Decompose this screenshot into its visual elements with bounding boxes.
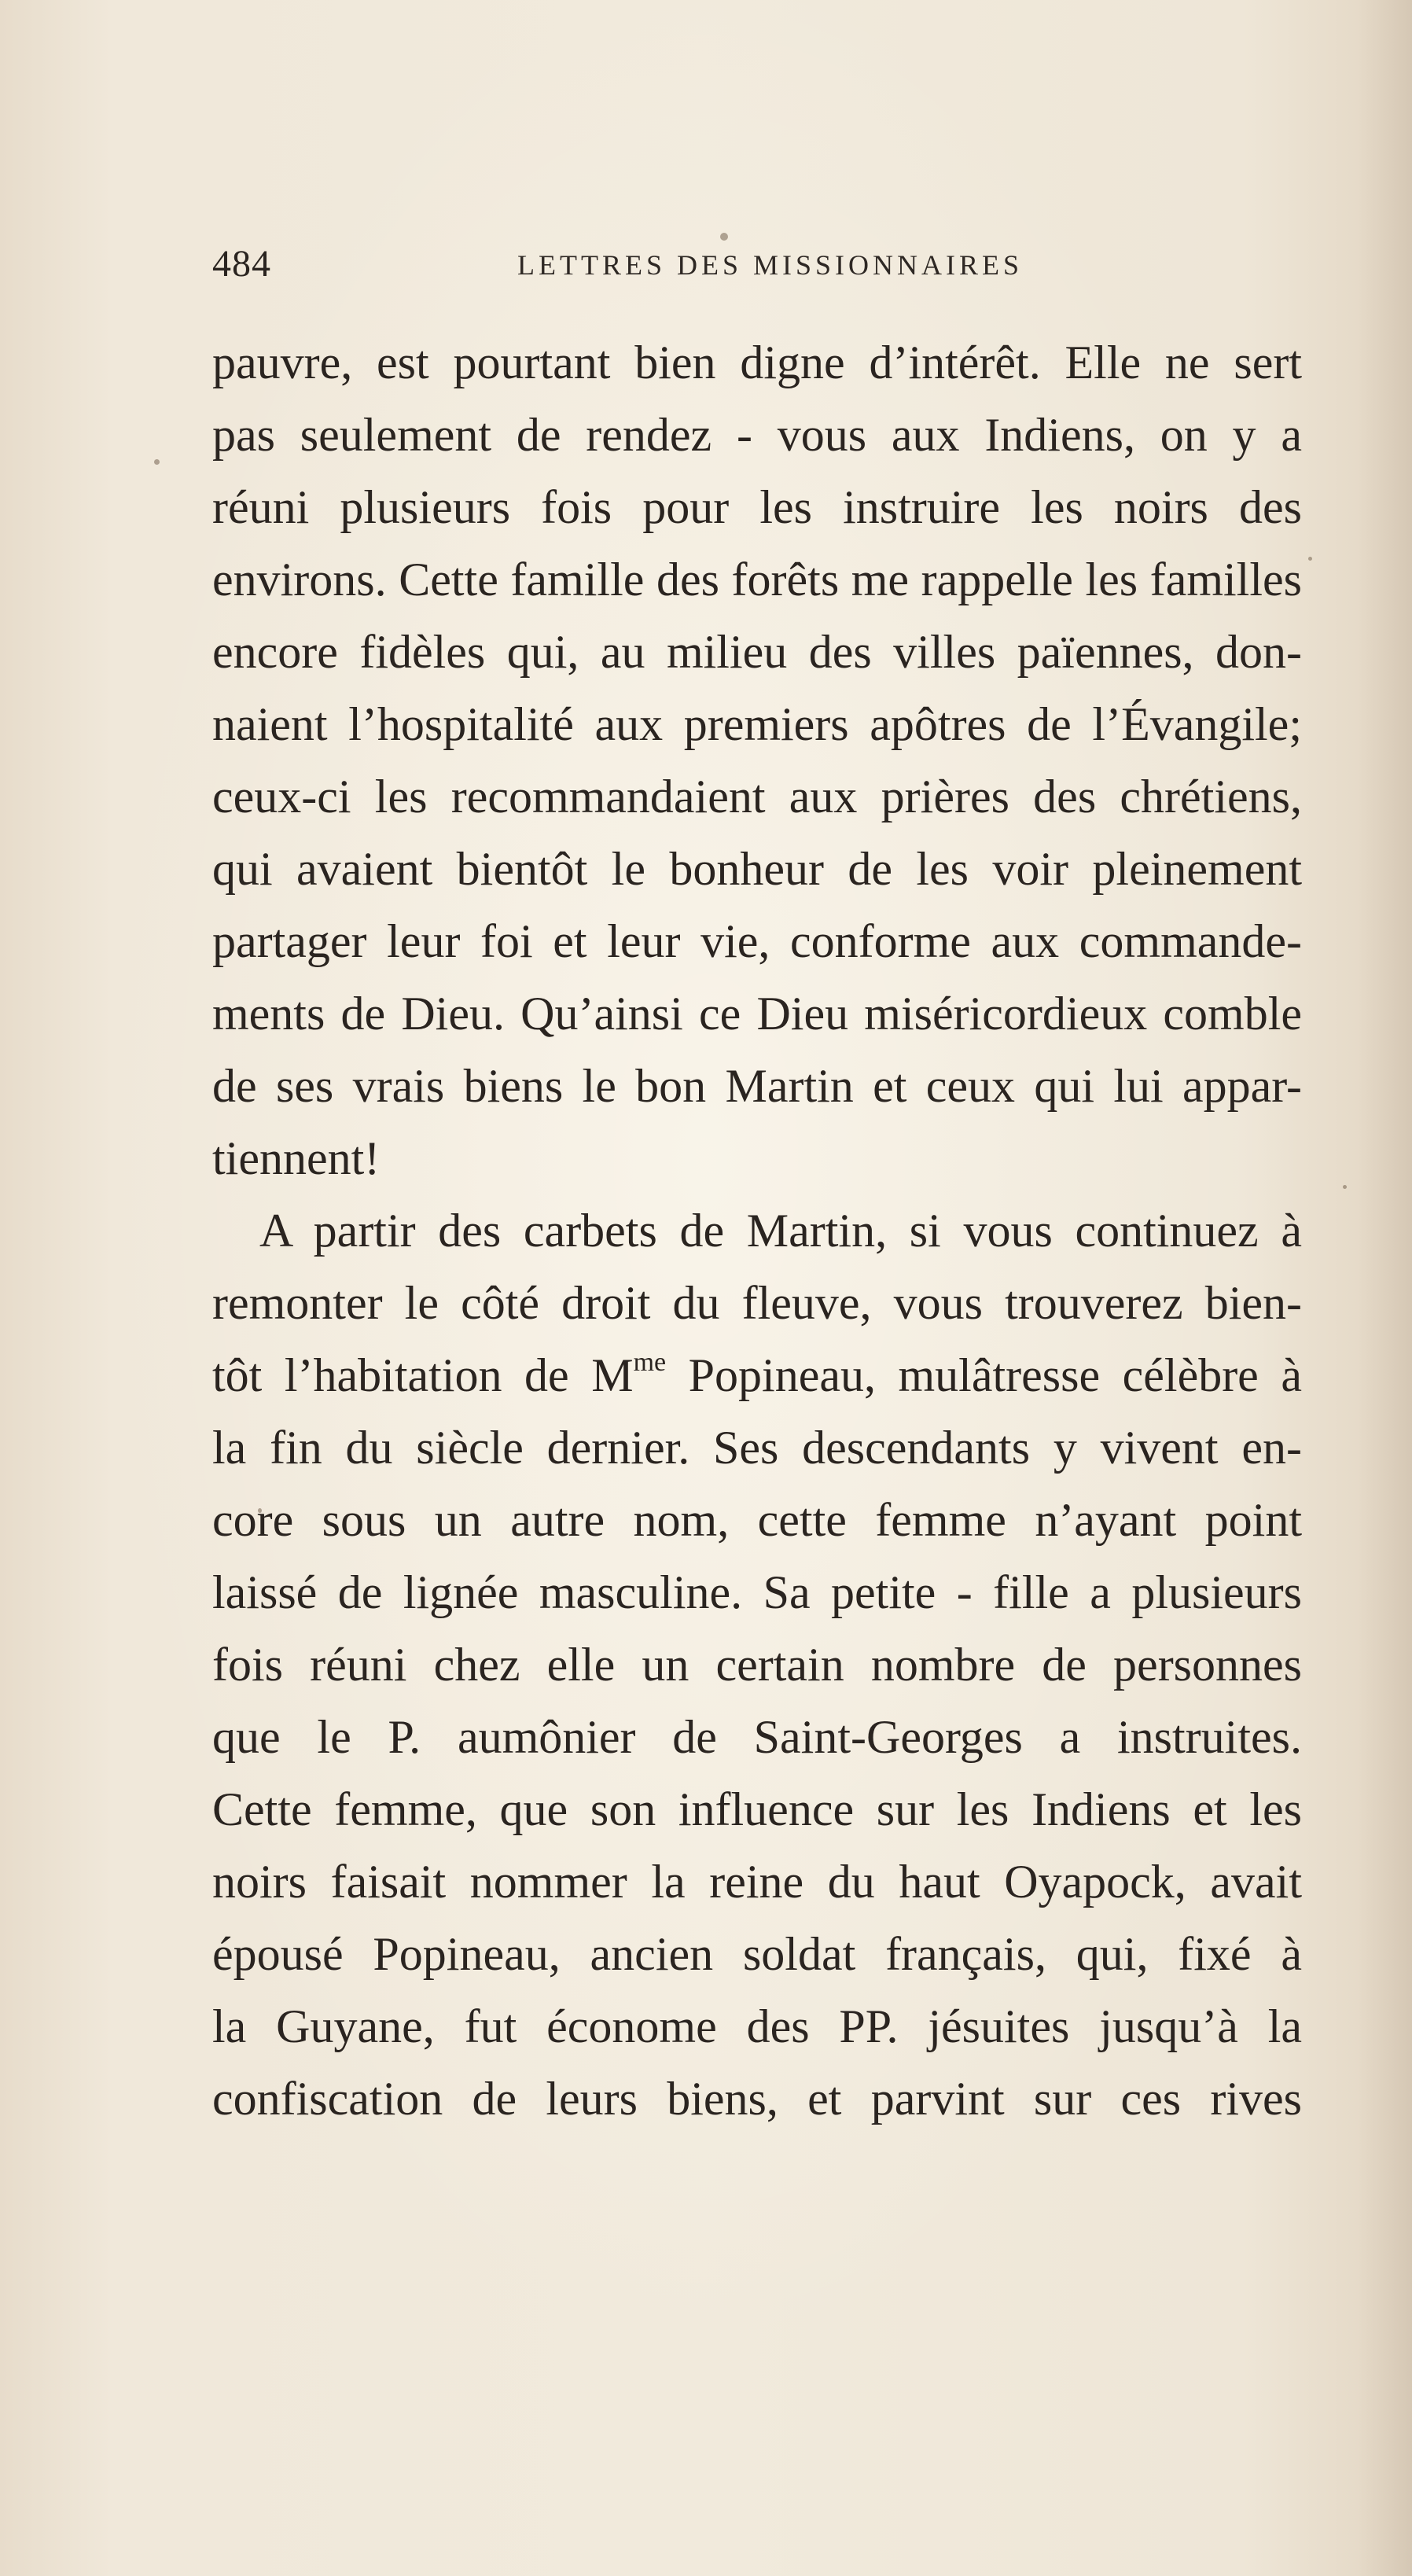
text-line: réuni plusieurs fois pour les instruire les noirs des (212, 481, 1302, 533)
page-number: 484 (212, 243, 271, 285)
paper-speck (154, 459, 160, 465)
text-line: noirs faisait nommer la reine du haut Oyapock, avait (212, 1856, 1302, 1908)
running-head: LETTRES DES MISSIONNAIRES (517, 249, 1024, 281)
text-fragment: Popineau, mulâtresse célèbre à (666, 1349, 1302, 1401)
paper-speck (1308, 557, 1312, 561)
text-line: environs. Cette famille des forêts me rappelle les familles (212, 554, 1302, 605)
text-line: de ses vrais biens le bon Martin et ceux qui lui appar- (212, 1060, 1302, 1112)
text-line: fois réuni chez elle un certain nombre de personnes (212, 1639, 1302, 1691)
paper-speck (1343, 1185, 1347, 1189)
text-line: ments de Dieu. Qu’ainsi ce Dieu miséricordieux comble (212, 988, 1302, 1040)
text-line: laissé de lignée masculine. Sa petite - fille a plusieurs (212, 1566, 1302, 1618)
paper-speck (258, 1508, 262, 1513)
page-edge-shadow (1357, 0, 1412, 2576)
paper-speck (720, 233, 728, 241)
text-line: core sous un autre nom, cette femme n’ayant point (212, 1494, 1302, 1546)
text-line: A partir des carbets de Martin, si vous continuez à (259, 1205, 1302, 1257)
text-line: la fin du siècle dernier. Ses descendants y vivent en- (212, 1422, 1302, 1474)
text-fragment: tôt l’habitation de M (212, 1349, 634, 1401)
text-line: que le P. aumônier de Saint-Georges a instruites. (212, 1711, 1302, 1763)
text-line: la Guyane, fut économe des PP. jésuites jusqu’à la (212, 2000, 1302, 2052)
text-line: Cette femme, que son influence sur les Indiens et les (212, 1783, 1302, 1835)
text-line: partager leur foi et leur vie, conforme aux commande- (212, 915, 1302, 967)
page-header (212, 242, 1297, 289)
text-line: tiennent! (212, 1132, 381, 1184)
text-line: pas seulement de rendez - vous aux Indiens, on y a (212, 409, 1302, 461)
text-line: confiscation de leurs biens, et parvint sur ces rives (212, 2073, 1302, 2125)
text-line-composite (212, 1339, 1302, 1411)
body-text (212, 326, 1302, 2135)
text-line: remonter le côté droit du fleuve, vous trouverez bien- (212, 1277, 1302, 1329)
text-line: ceux-ci les recommandaient aux prières des chrétiens, (212, 771, 1302, 822)
superscript: me (633, 1348, 667, 1377)
text-line: qui avaient bientôt le bonheur de les voir pleinement (212, 843, 1302, 895)
text-line: épousé Popineau, ancien soldat français, qui, fixé à (212, 1928, 1302, 1980)
text-line: encore fidèles qui, au milieu des villes païennes, don- (212, 626, 1302, 678)
text-line: naient l’hospitalité aux premiers apôtres de l’Évangile; (212, 698, 1302, 750)
text-line: pauvre, est pourtant bien digne d’intérêt. Elle ne sert (212, 337, 1302, 388)
